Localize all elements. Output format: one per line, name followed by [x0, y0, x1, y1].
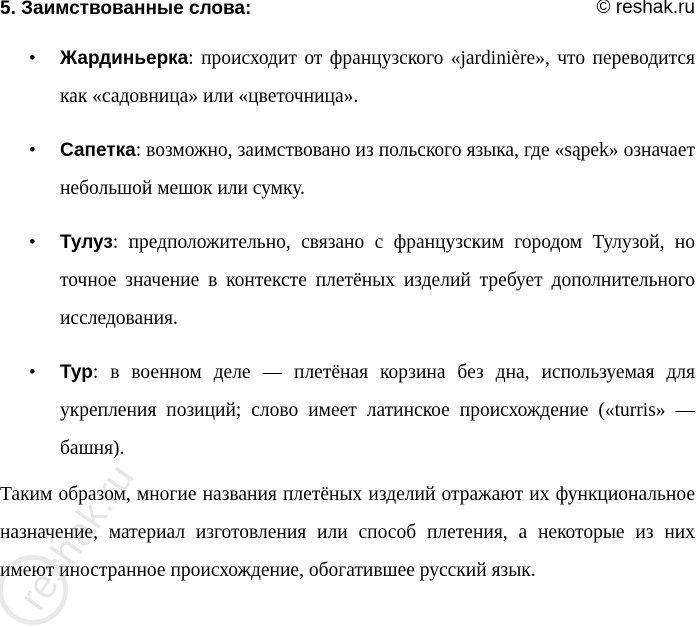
term: Жардиньерка	[60, 48, 189, 69]
page-header	[0, 0, 699, 26]
term-description: : происходит от французского «jardinière», что переводится как «садовница» или «цветочница».	[60, 48, 695, 107]
bullet-icon: •	[29, 362, 36, 383]
list-item	[0, 132, 699, 208]
term: Тур	[60, 362, 93, 383]
section-title: 5. Заимствованные слова:	[0, 0, 252, 19]
watermark-text: reshak.ru	[11, 456, 143, 619]
borrowed-words-list	[0, 40, 699, 484]
bullet-icon: •	[29, 232, 36, 253]
term-description: : в военном деле — плетёная корзина без дна, используемая для укрепления позиций; слово имеет латинское происхождение («turris» — башня).	[60, 362, 695, 459]
list-item	[0, 224, 699, 338]
term-description: : возможно, заимствовано из польского языка, где «sąpek» означает небольшой мешок или сумку.	[60, 140, 695, 199]
bullet-icon: •	[29, 48, 36, 69]
list-item	[0, 40, 699, 116]
term-description: : предположительно, связано с французским городом Тулузой, но точное значение в контексте плетёных изделий требует дополнительного исследования.	[60, 232, 695, 329]
bullet-icon: •	[29, 140, 36, 161]
term: Сапетка	[60, 140, 136, 161]
copyright-label: © reshak.ru	[596, 0, 695, 18]
term: Тулуз	[60, 232, 113, 253]
conclusion-paragraph: Таким образом, многие названия плетёных изделий отражают их функциональное назначение, материал изготовления или способ плетения, а некоторые из них имеют иностранное происхождение, обогатившее русский язык.	[0, 484, 695, 581]
list-item	[0, 354, 699, 468]
